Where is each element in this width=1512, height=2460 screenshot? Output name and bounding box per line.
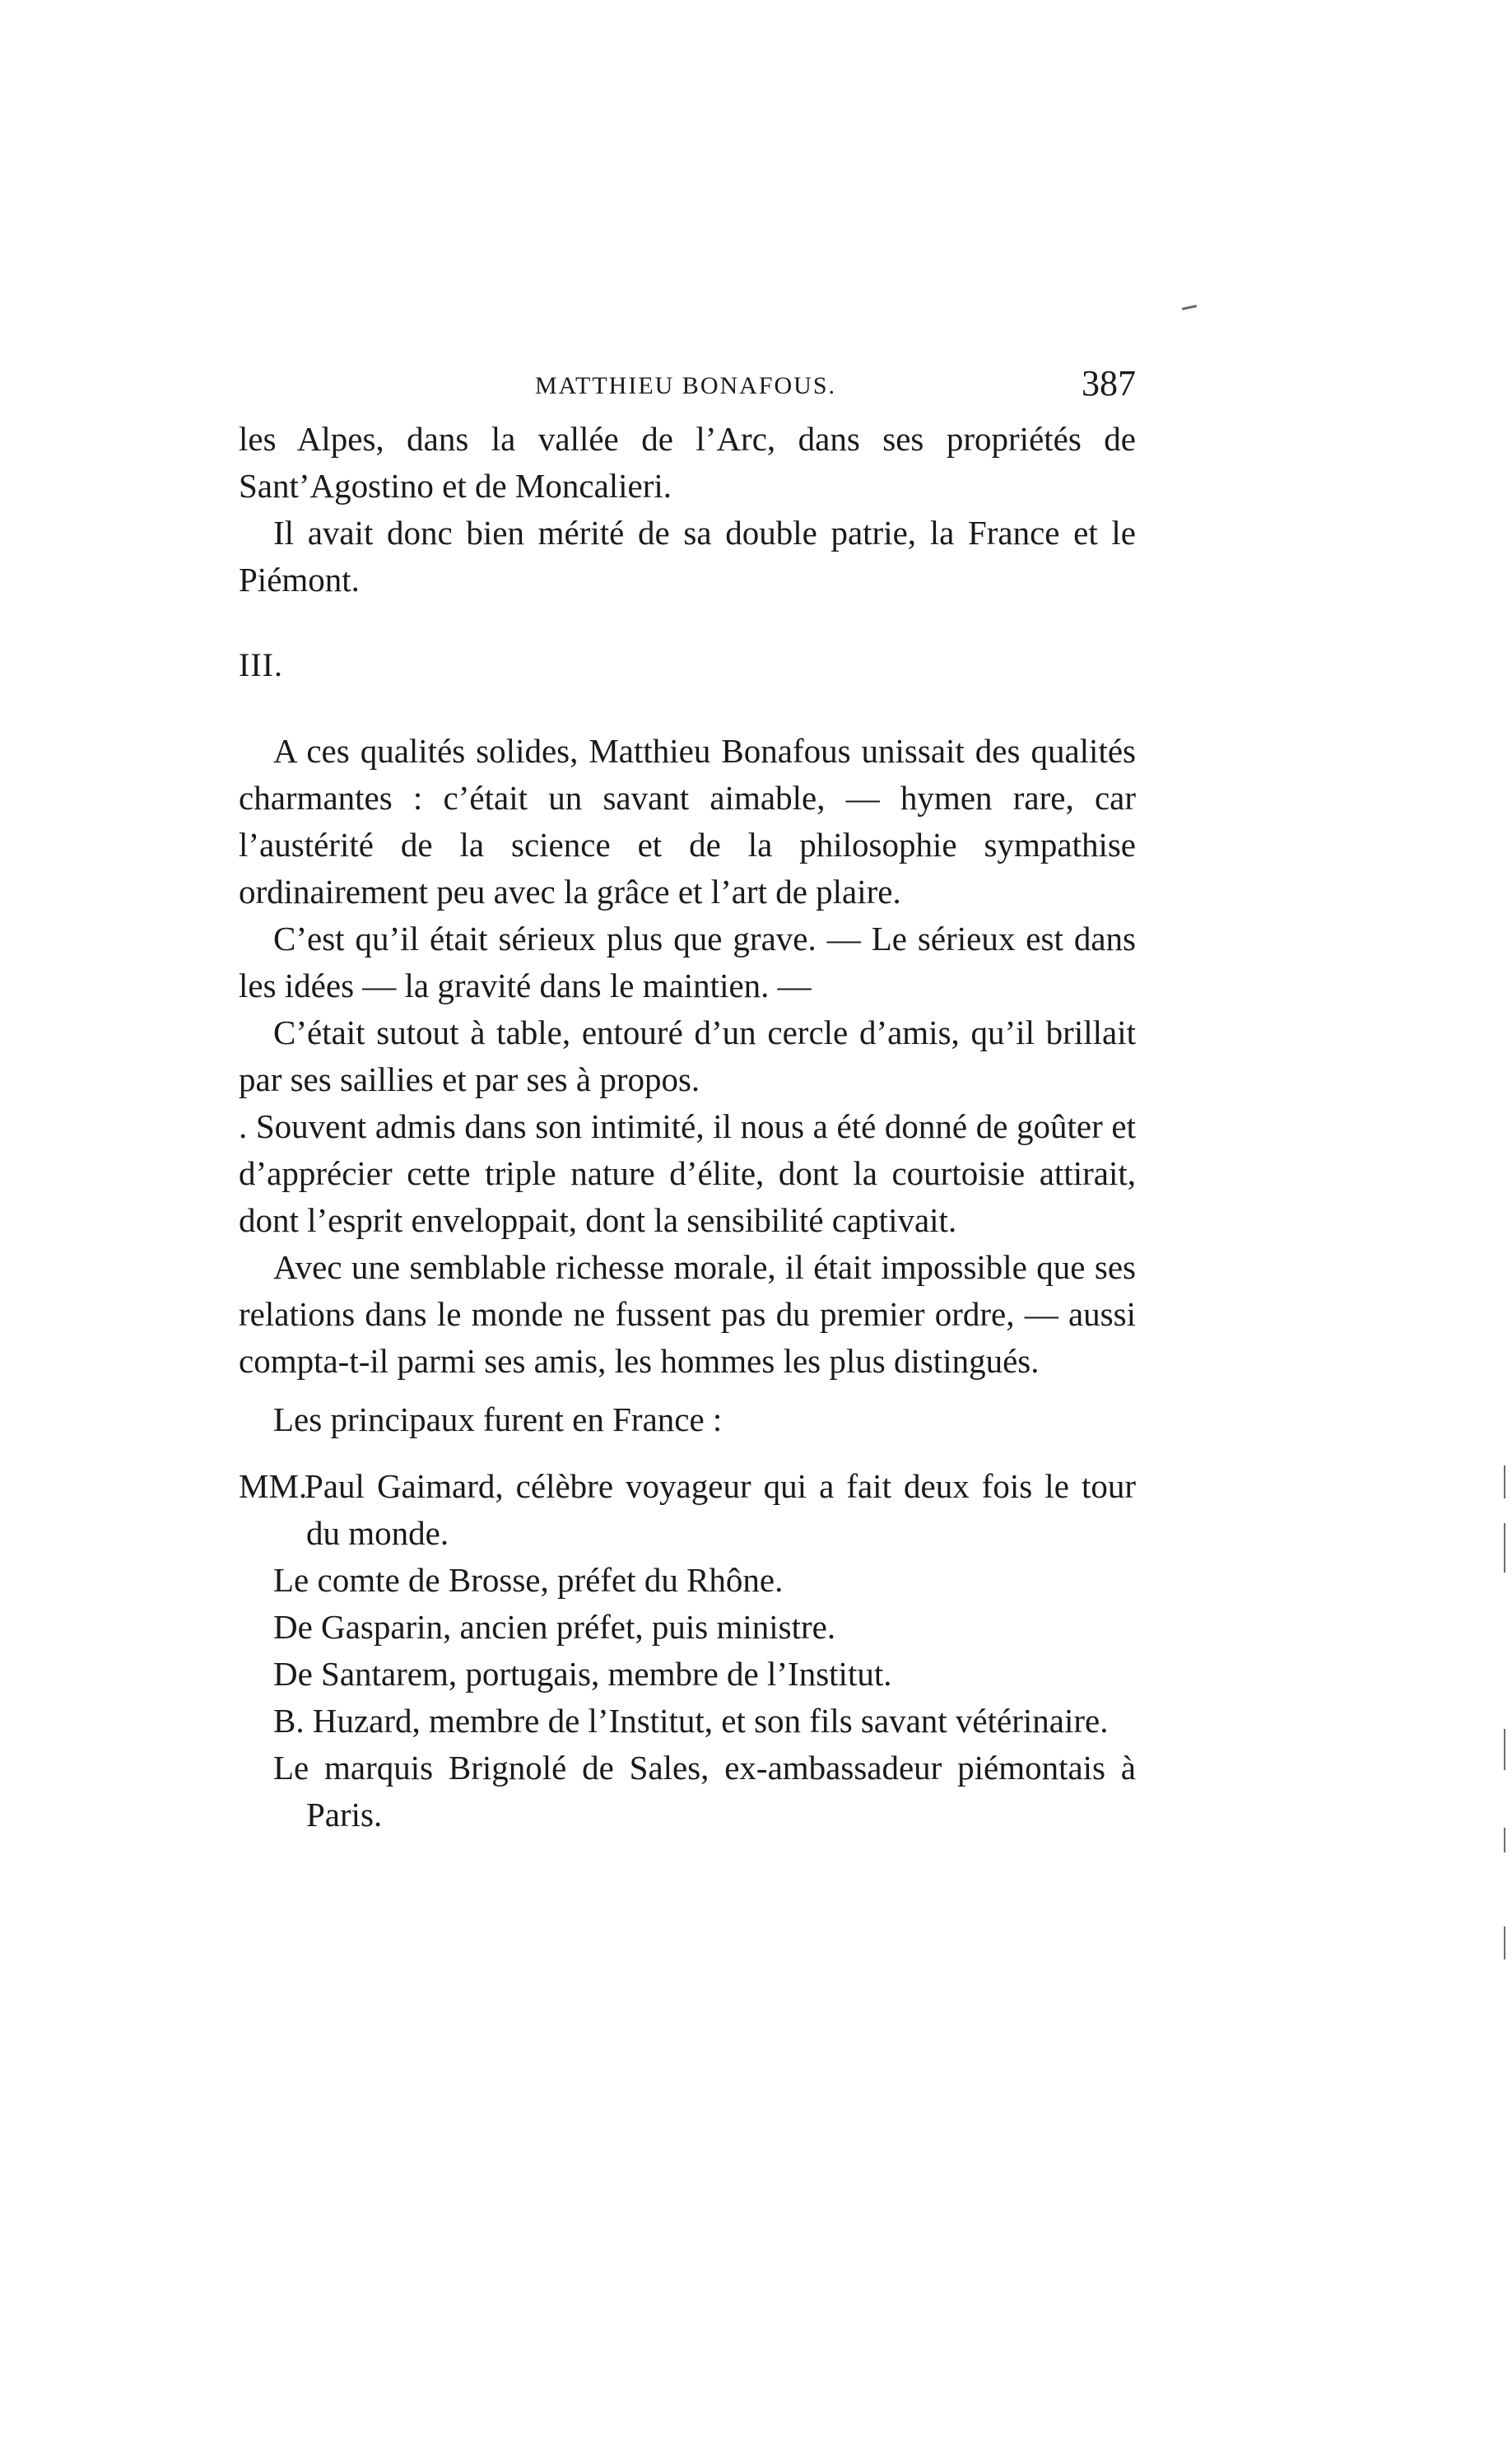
scan-mark	[1504, 1828, 1505, 1852]
paragraph: A ces qualités solides, Matthieu Bonafous unissait des qualités charmantes : c’était un savant aimable, — hymen rare, car l’austérité de la science et de la philosophie sympathise ordinairement peu avec la grâce et l’art de plaire.	[239, 732, 1136, 911]
paragraph: . Souvent admis dans son intimité, il nous a été donné de goûter et d’apprécier cette triple nature d’élite, dont la courtoisie attirait, dont l’esprit enveloppait, dont la sensibilité captivait.	[239, 1107, 1136, 1239]
paragraph: C’était sutout à table, entouré d’un cercle d’amis, qu’il brillait par ses saillies et par ses à propos.	[239, 1013, 1136, 1098]
paragraph: Les principaux furent en France :	[273, 1400, 723, 1438]
section-heading: III.	[239, 646, 283, 683]
names-list	[239, 1463, 1136, 1838]
paragraph: les Alpes, dans la vallée de l’Arc, dans ses propriétés de Sant’Agostino et de Moncalieri.	[239, 420, 1136, 505]
list-item: Le comte de Brosse, préfet du Rhône.	[273, 1561, 784, 1599]
running-head: MATTHIEU BONAFOUS.	[535, 372, 837, 399]
list-item: Le marquis Brignolé de Sales, ex-ambassadeur piémontais à Paris.	[273, 1749, 1136, 1833]
scan-mark	[1504, 1523, 1505, 1572]
list-item: B. Huzard, membre de l’Institut, et son fils savant vétérinaire.	[273, 1702, 1109, 1740]
list-prefix: MM.	[239, 1467, 308, 1505]
body-text	[239, 416, 1136, 1838]
list-item-text: Paul Gaimard, célèbre voyageur qui a fait deux fois le tour du monde.	[305, 1467, 1136, 1552]
page-header	[239, 362, 1136, 412]
paragraph: Il avait donc bien mérité de sa double patrie, la France et le Piémont.	[239, 514, 1136, 599]
paragraph: C’est qu’il était sérieux plus que grave. — Le sérieux est dans les idées — la gravité dans le maintien. —	[239, 920, 1136, 1004]
scan-mark	[1504, 1927, 1505, 1959]
spacer	[239, 1385, 1136, 1396]
spacer	[239, 1443, 1136, 1455]
paragraph: Avec une semblable richesse morale, il était impossible que ses relations dans le monde ne fussent pas du premier ordre, — aussi compta-t-il parmi ses amis, les hommes les plus distingués.	[239, 1248, 1136, 1380]
list-item	[239, 1463, 1136, 1557]
scan-mark	[1504, 1729, 1505, 1770]
page-number: 387	[1082, 363, 1136, 403]
list-item: De Gasparin, ancien préfet, puis ministre.	[273, 1608, 836, 1646]
scan-mark	[1504, 1465, 1505, 1498]
scan-mark	[1182, 305, 1197, 310]
list-item: De Santarem, portugais, membre de l’Institut.	[273, 1655, 892, 1693]
